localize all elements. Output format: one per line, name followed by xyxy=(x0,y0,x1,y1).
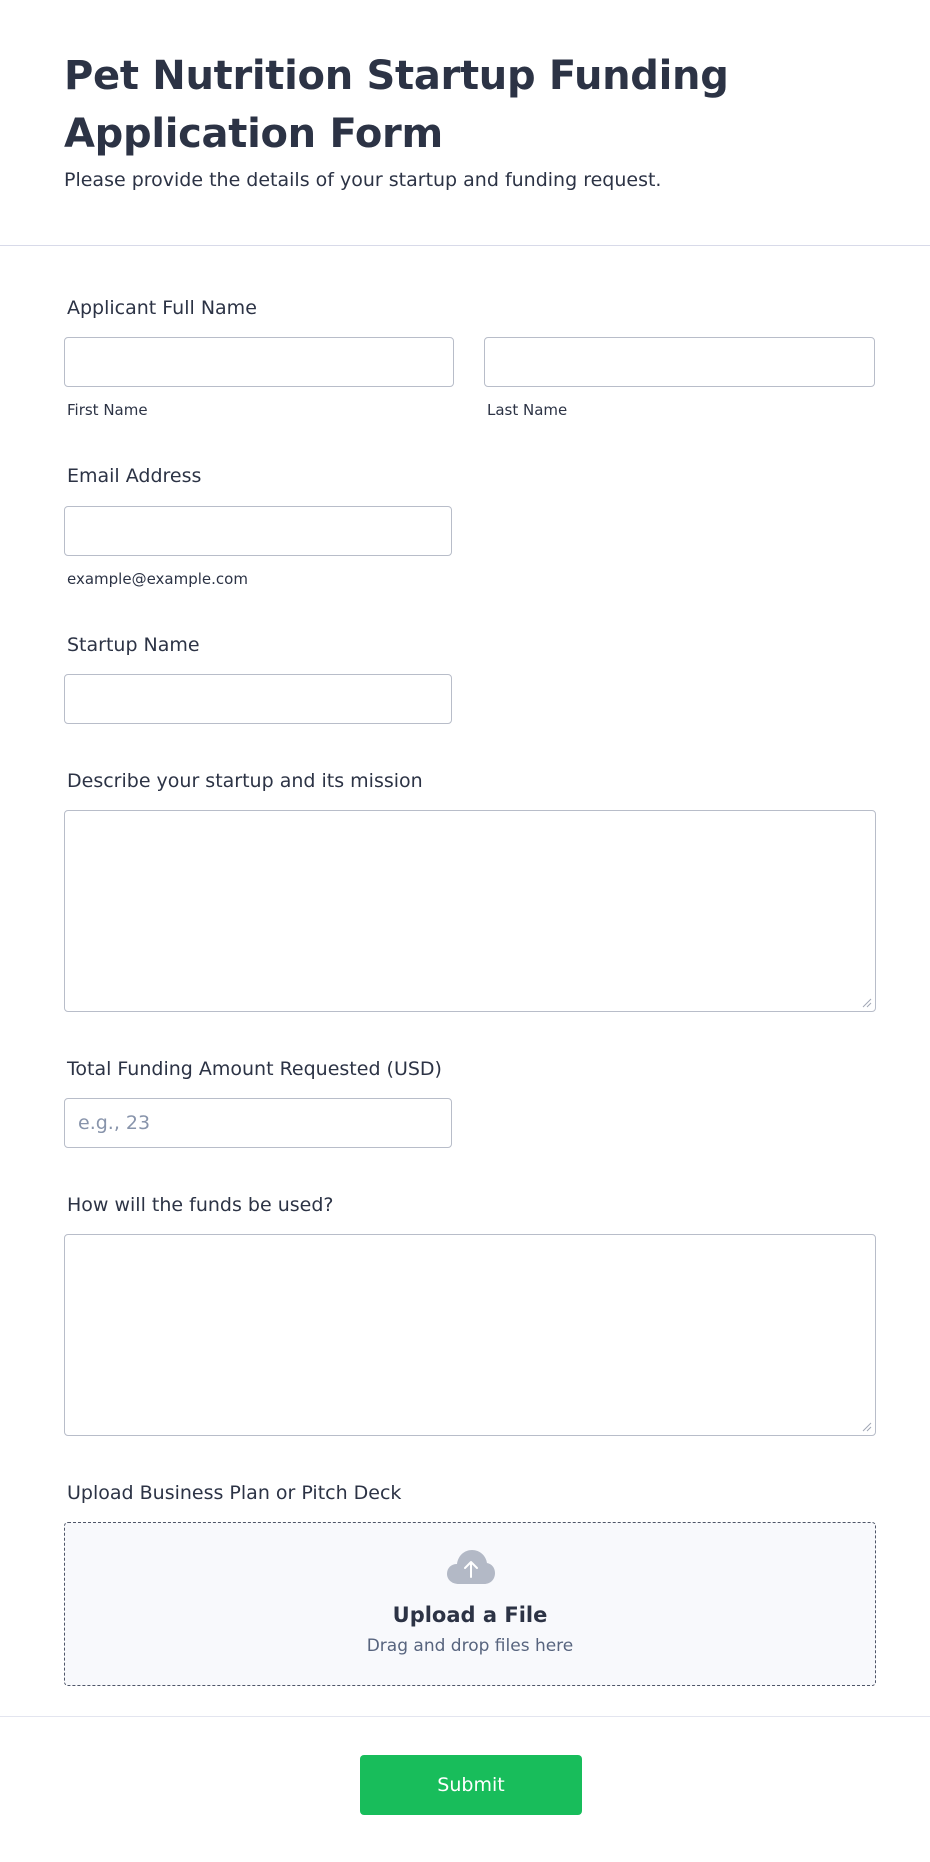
funds-usage-textarea[interactable] xyxy=(64,1234,876,1436)
startup-name-label: Startup Name xyxy=(67,634,200,656)
startup-name-input[interactable] xyxy=(64,674,452,724)
description-label: Describe your startup and its mission xyxy=(67,770,423,792)
email-label: Email Address xyxy=(67,465,202,487)
form-title: Pet Nutrition Startup Funding Application Form xyxy=(64,53,729,157)
form-footer xyxy=(0,1716,930,1862)
upload-subtitle: Drag and drop files here xyxy=(366,1636,574,1656)
resize-grip-icon[interactable] xyxy=(862,998,872,1008)
full-name-label: Applicant Full Name xyxy=(67,297,257,319)
upload-title: Upload a File xyxy=(392,1603,548,1627)
first-name-input[interactable] xyxy=(64,337,454,387)
funding-amount-input[interactable] xyxy=(64,1098,452,1148)
funding-amount-label: Total Funding Amount Requested (USD) xyxy=(67,1058,442,1080)
email-sublabel: example@example.com xyxy=(67,570,248,588)
last-name-sublabel: Last Name xyxy=(487,401,568,419)
funds-usage-label: How will the funds be used? xyxy=(67,1194,334,1216)
cloud-upload-icon xyxy=(446,1549,496,1585)
first-name-sublabel: First Name xyxy=(67,401,148,419)
resize-grip-icon[interactable] xyxy=(862,1422,872,1432)
file-upload-dropzone[interactable] xyxy=(64,1522,876,1686)
description-textarea[interactable] xyxy=(64,810,876,1012)
form-header xyxy=(0,0,930,246)
email-field[interactable] xyxy=(64,506,452,556)
submit-button[interactable]: Submit xyxy=(360,1755,582,1815)
last-name-input[interactable] xyxy=(484,337,875,387)
upload-label: Upload Business Plan or Pitch Deck xyxy=(67,1482,402,1504)
form-subtitle: Please provide the details of your startup and funding request. xyxy=(64,169,662,191)
